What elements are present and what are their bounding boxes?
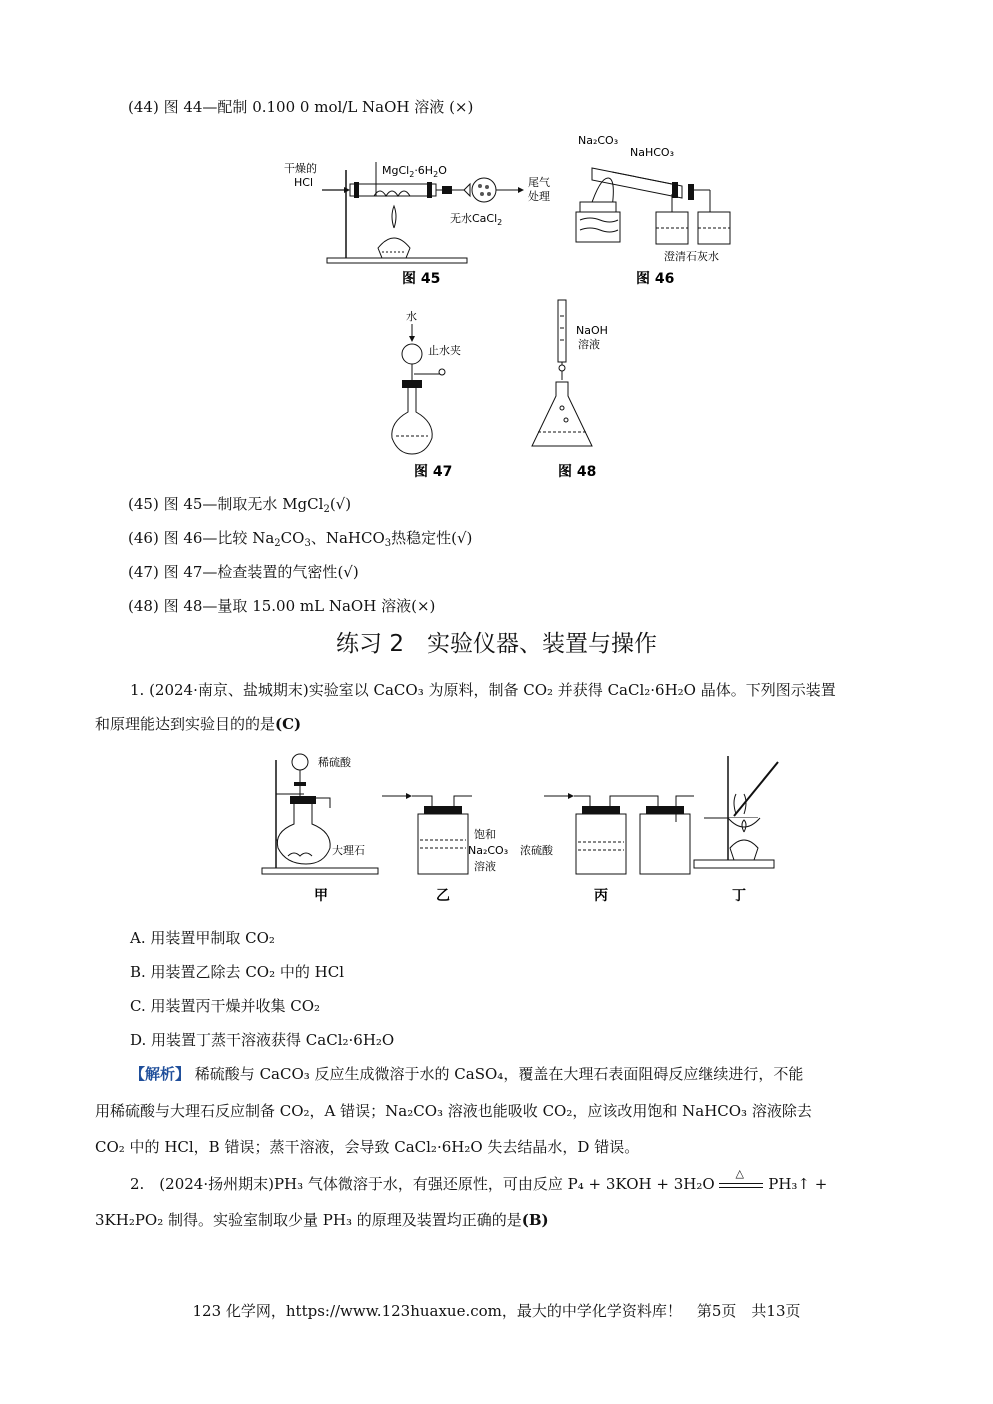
item-number: (45) (128, 495, 159, 513)
lamp-top (580, 202, 616, 212)
arrow-head (406, 793, 412, 799)
item-number: (46) (128, 529, 159, 547)
q1-line-2 (95, 714, 301, 734)
stopper (672, 182, 678, 198)
clamp-icon (439, 369, 445, 375)
figure-45 (282, 140, 562, 290)
figure-caption: 图 46 (636, 271, 675, 287)
option-d: D. 用装置丁蒸干溶液获得 CaCl₂·6H₂O (130, 1031, 395, 1049)
connector (442, 186, 452, 194)
label-saturated: 饱和 (474, 828, 496, 841)
label-marble: 大理石 (332, 844, 365, 857)
q2-answer: (B) (521, 1211, 549, 1229)
item-47 (128, 562, 359, 582)
label-lime-water: 澄清石灰水 (664, 250, 719, 263)
burette (558, 300, 566, 362)
label-tail2: 处理 (528, 190, 550, 203)
q1-line-1: 1. (2024·南京、盐城期末)实验室以 CaCO₃ 为原料，制备 CO₂ 并获得 CaCl₂·6H₂O 晶体。下列图示装置 (130, 681, 836, 699)
item-text: 图 47—检查装置的气密性 (163, 563, 338, 581)
item-text: 图 45—制取无水 MgCl$_2$ (163, 495, 330, 515)
q2-stem-2: 3KH₂PO₂ 制得。实验室制取少量 PH₃ 的原理及装置均正确的是 (95, 1211, 522, 1229)
granule (480, 192, 484, 196)
analysis-line-1 (130, 1064, 803, 1084)
label-yi: 乙 (436, 888, 450, 904)
item-mark: (√) (451, 529, 473, 547)
granule (487, 192, 491, 196)
label-ding: 丁 (732, 888, 746, 904)
outlet-arrow (518, 187, 524, 193)
alcohol-lamp (730, 840, 758, 860)
arrow-head (409, 336, 415, 342)
q2-line-1 (130, 1167, 828, 1194)
q2-stem: 2. (2024·扬州期末)PH₃ 气体微溶于水，有强还原性，可由反应 P₄ + 3KOH + 3H₂O (130, 1175, 715, 1193)
item-text: 图 46—比较 $Na_2CO_3$、NaHCO$_3$热稳定性 (163, 529, 452, 549)
figure-caption: 图 47 (414, 464, 453, 480)
granule (478, 184, 482, 188)
label-cacl2: 无水CaCl$_2$ (450, 212, 503, 227)
label-jia: 甲 (314, 888, 328, 904)
drying-tube (472, 178, 496, 202)
label-dry: 干燥的 (284, 162, 317, 175)
q1-stem-end: 和原理能达到实验目的的是 (95, 715, 276, 733)
flame (392, 206, 396, 228)
q1-answer: (C) (275, 715, 302, 733)
item-mark: (√) (329, 495, 352, 513)
analysis-label: 【解析】 (130, 1065, 191, 1083)
section-title: 练习 2 实验仪器、装置与操作 (336, 631, 657, 657)
label-water: 水 (406, 310, 417, 323)
stopper (427, 182, 432, 198)
option-b: B. 用装置乙除去 CO₂ 中的 HCl (130, 963, 345, 981)
q2-stem-end: PH₃↑ + (768, 1175, 828, 1193)
washing-bottle (418, 814, 468, 874)
separatory-funnel (402, 344, 422, 364)
label-conc-h2so4: 浓硫酸 (520, 844, 553, 857)
bottle-cap (424, 806, 462, 814)
figure-caption: 图 48 (558, 464, 597, 480)
label-na2co3: Na₂CO₃ (578, 134, 619, 147)
item-mark: (×) (449, 98, 474, 116)
figure-48 (528, 296, 638, 482)
alcohol-lamp (378, 238, 410, 258)
label-na2co3: Na₂CO₃ (468, 844, 509, 857)
arrow-head (344, 187, 350, 193)
reaction-tube (350, 184, 436, 196)
stopper (290, 796, 316, 804)
item-number: (48) (128, 597, 159, 615)
label-nahco3: NaHCO₃ (630, 146, 674, 159)
erlenmeyer-flask (532, 382, 592, 446)
analysis-line-3: CO₂ 中的 HCl，B 错误；蒸干溶液，会导致 CaCl₂·6H₂O 失去结晶水，D 错误。 (95, 1138, 640, 1156)
item-number: (44) (128, 98, 159, 116)
label-tail1: 尾气 (528, 176, 550, 189)
stand-base (262, 868, 378, 874)
page-footer: 123 化学网，https://www.123huaxue.com，最大的中学化学资料库！ 第5页 共13页 (192, 1302, 801, 1320)
reaction-condition (719, 1167, 763, 1194)
label-bing: 丙 (594, 888, 608, 904)
option-a: A. 用装置甲制取 CO₂ (130, 929, 275, 947)
item-44 (128, 97, 473, 117)
label-hcl: HCl (294, 176, 314, 189)
analysis-line-2: 用稀硫酸与大理石反应制备 CO₂，A 错误；Na₂CO₃ 溶液也能吸收 CO₂，应该改用饱和 NaHCO₃ 溶液除去 (95, 1102, 812, 1120)
item-mark: (√) (337, 563, 359, 581)
collecting-bottle (640, 814, 690, 874)
round-bottom-flask (277, 800, 330, 864)
drying-tube-end (464, 184, 470, 196)
lamp-base (576, 212, 620, 242)
item-46 (128, 528, 472, 548)
bottle-cap (646, 806, 684, 814)
item-mark: (×) (411, 597, 436, 615)
funnel-bulb (292, 754, 308, 770)
funnel-valve (294, 782, 306, 786)
item-number: (47) (128, 563, 159, 581)
figure-46 (572, 128, 752, 290)
stopper (688, 184, 694, 200)
q2-line-2 (95, 1210, 549, 1230)
label-solution: 溶液 (474, 860, 496, 873)
figure-q1-apparatus (258, 752, 788, 912)
granule (485, 185, 489, 189)
delta-icon: △ (735, 1167, 744, 1180)
item-text: 图 44—配制 0.100 0 mol/L NaOH 溶液 (163, 98, 445, 116)
stand-base (694, 860, 774, 868)
figure-47 (388, 302, 498, 482)
glass-rod (734, 762, 778, 816)
item-45 (128, 494, 351, 514)
drying-bottle (576, 814, 626, 874)
solid-sample (374, 191, 410, 196)
flask (392, 388, 432, 454)
item-48 (128, 596, 435, 616)
stopcock-icon (559, 365, 565, 371)
label-mgcl2: $MgCl_2\cdot 6H_2O$ (382, 164, 447, 179)
label-dilute-h2so4: 稀硫酸 (318, 756, 351, 769)
item-text: 图 48—量取 15.00 mL NaOH 溶液 (163, 597, 412, 615)
analysis-text: 稀硫酸与 CaCO₃ 反应生成微溶于水的 CaSO₄，覆盖在大理石表面阻碍反应继续进行，不能 (194, 1065, 804, 1083)
label-clamp: 止水夹 (428, 344, 461, 357)
stopper (354, 182, 359, 198)
label-naoh: NaOH (576, 324, 608, 337)
arrow-head (568, 793, 574, 799)
stopper (402, 380, 422, 388)
bottle-cap (582, 806, 620, 814)
stand-base (327, 258, 467, 263)
option-c: C. 用装置丙干燥并收集 CO₂ (130, 997, 321, 1015)
figure-caption: 图 45 (402, 271, 441, 287)
label-solution: 溶液 (578, 338, 600, 351)
